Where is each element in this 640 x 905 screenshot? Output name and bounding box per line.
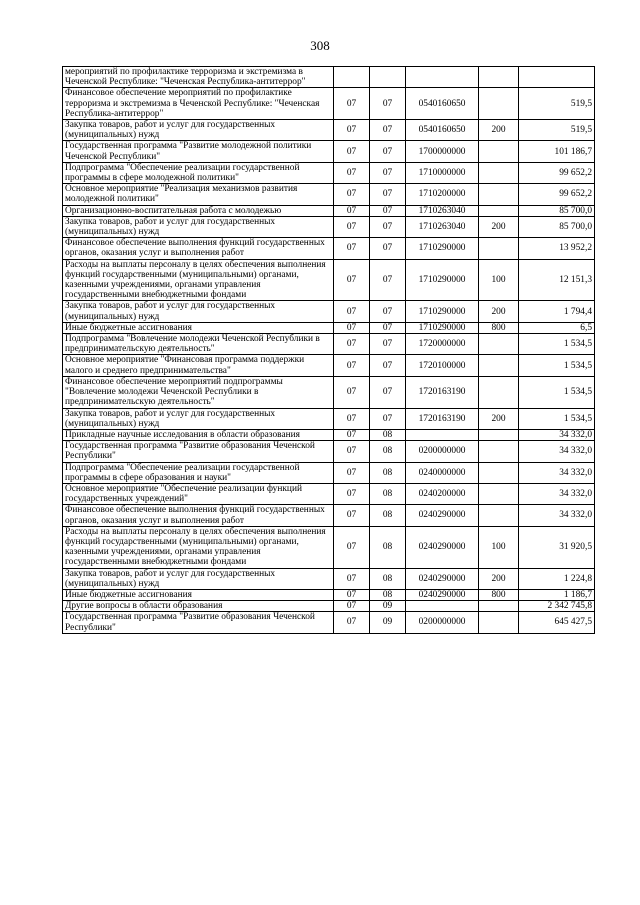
row-section-cell: 07	[334, 334, 370, 355]
row-subsection-cell: 07	[370, 141, 406, 162]
row-expense-type-cell: 200	[479, 120, 519, 141]
row-subsection-cell: 07	[370, 88, 406, 120]
row-section-cell: 07	[334, 462, 370, 483]
row-subsection-cell: 08	[370, 483, 406, 504]
table-row	[63, 568, 595, 589]
row-expense-type-cell	[479, 441, 519, 462]
row-expense-type-cell: 200	[479, 301, 519, 322]
row-subsection-cell: 07	[370, 322, 406, 333]
row-subsection-cell: 08	[370, 462, 406, 483]
row-amount-cell: 13 952,2	[519, 238, 595, 259]
table-row	[63, 88, 595, 120]
table-row	[63, 67, 595, 88]
table-row	[63, 408, 595, 429]
table-row	[63, 612, 595, 633]
row-name-cell: Финансовое обеспечение мероприятий по профилактике терроризма и экстремизма в Чеченской Республике: "Чеченская Республика-антитеррор"	[63, 88, 334, 120]
row-name-cell: Другие вопросы в области образования	[63, 601, 334, 612]
row-amount-cell: 1 534,5	[519, 355, 595, 376]
row-expense-type-cell	[479, 88, 519, 120]
row-name-cell: Основное мероприятие "Реализация механизмов развития молодежной политики"	[63, 184, 334, 205]
row-section-cell: 07	[334, 505, 370, 526]
row-section-cell: 07	[334, 120, 370, 141]
row-subsection-cell: 07	[370, 376, 406, 408]
row-amount-cell: 34 332,0	[519, 441, 595, 462]
table-row	[63, 376, 595, 408]
row-subsection-cell: 07	[370, 238, 406, 259]
row-amount-cell: 6,5	[519, 322, 595, 333]
row-target-article-cell: 0200000000	[406, 441, 479, 462]
budget-table-body	[63, 67, 595, 634]
row-expense-type-cell: 100	[479, 526, 519, 568]
row-expense-type-cell: 200	[479, 568, 519, 589]
row-target-article-cell: 1720163190	[406, 376, 479, 408]
row-name-cell: Расходы на выплаты персоналу в целях обеспечения выполнения функций государственными (муниципальными) органами, казенными учреждениями, органами управления государственными внебюджетными фондами	[63, 526, 334, 568]
row-subsection-cell: 07	[370, 120, 406, 141]
row-name-cell: Организационно-воспитательная работа с молодежью	[63, 205, 334, 216]
row-amount-cell: 1 794,4	[519, 301, 595, 322]
row-subsection-cell: 07	[370, 205, 406, 216]
row-subsection-cell: 08	[370, 441, 406, 462]
row-expense-type-cell: 800	[479, 589, 519, 600]
table-row	[63, 322, 595, 333]
row-section-cell: 07	[334, 526, 370, 568]
row-section-cell: 07	[334, 376, 370, 408]
table-row	[63, 162, 595, 183]
row-amount-cell: 85 700,0	[519, 216, 595, 237]
row-subsection-cell: 08	[370, 589, 406, 600]
table-row	[63, 429, 595, 440]
row-subsection-cell: 07	[370, 355, 406, 376]
row-section-cell: 07	[334, 184, 370, 205]
row-amount-cell: 34 332,0	[519, 505, 595, 526]
row-expense-type-cell	[479, 483, 519, 504]
row-amount-cell: 519,5	[519, 88, 595, 120]
row-name-cell: Подпрограмма "Вовлечение молодежи Чеченской Республики в предпринимательскую деятельность"	[63, 334, 334, 355]
row-section-cell: 07	[334, 205, 370, 216]
row-amount-cell: 12 151,3	[519, 259, 595, 301]
table-row	[63, 505, 595, 526]
row-name-cell: Подпрограмма "Обеспечение реализации государственной программы в сфере образования и науки"	[63, 462, 334, 483]
row-target-article-cell: 0240200000	[406, 483, 479, 504]
row-section-cell: 07	[334, 162, 370, 183]
table-row	[63, 120, 595, 141]
row-target-article-cell: 1710200000	[406, 184, 479, 205]
row-section-cell: 07	[334, 429, 370, 440]
row-name-cell: Финансовое обеспечение выполнения функций государственных органов, оказания услуг и выполнения работ	[63, 505, 334, 526]
row-name-cell: Государственная программа "Развитие молодежной политики Чеченской Республики"	[63, 141, 334, 162]
row-target-article-cell: 0240290000	[406, 526, 479, 568]
row-section-cell: 07	[334, 259, 370, 301]
row-subsection-cell: 07	[370, 301, 406, 322]
row-subsection-cell: 08	[370, 568, 406, 589]
row-amount-cell: 1 534,5	[519, 376, 595, 408]
row-target-article-cell: 1710263040	[406, 205, 479, 216]
row-name-cell: Подпрограмма "Обеспечение реализации государственной программы в сфере молодежной политики"	[63, 162, 334, 183]
table-row	[63, 184, 595, 205]
row-expense-type-cell	[479, 505, 519, 526]
row-target-article-cell: 1700000000	[406, 141, 479, 162]
row-name-cell: Закупка товаров, работ и услуг для государственных (муниципальных) нужд	[63, 408, 334, 429]
table-row	[63, 259, 595, 301]
row-section-cell: 07	[334, 601, 370, 612]
row-name-cell: Государственная программа "Развитие образования Чеченской Республики"	[63, 612, 334, 633]
row-subsection-cell: 08	[370, 526, 406, 568]
row-name-cell: Расходы на выплаты персоналу в целях обеспечения выполнения функций государственными (муниципальными) органами, казенными учреждениями, органами управления государственными внебюджетными фондами	[63, 259, 334, 301]
row-name-cell: Иные бюджетные ассигнования	[63, 589, 334, 600]
row-name-cell: Финансовое обеспечение выполнения функций государственных органов, оказания услуг и выполнения работ	[63, 238, 334, 259]
row-subsection-cell: 07	[370, 216, 406, 237]
table-row	[63, 589, 595, 600]
table-row	[63, 462, 595, 483]
row-amount-cell: 1 534,5	[519, 408, 595, 429]
row-amount-cell: 1 186,7	[519, 589, 595, 600]
row-section-cell: 07	[334, 238, 370, 259]
row-target-article-cell: 1710000000	[406, 162, 479, 183]
row-target-article-cell	[406, 429, 479, 440]
row-target-article-cell: 0540160650	[406, 88, 479, 120]
row-expense-type-cell: 200	[479, 408, 519, 429]
row-section-cell: 07	[334, 216, 370, 237]
table-row	[63, 526, 595, 568]
row-expense-type-cell	[479, 205, 519, 216]
row-amount-cell: 85 700,0	[519, 205, 595, 216]
budget-table	[62, 66, 595, 634]
table-row	[63, 238, 595, 259]
row-target-article-cell: 1710290000	[406, 238, 479, 259]
row-name-cell: мероприятий по профилактике терроризма и экстремизма в Чеченской Республике: "Чеченская Республика-антитеррор"	[63, 67, 334, 88]
row-name-cell: Финансовое обеспечение мероприятий подпрограммы "Вовлечение молодежи Чеченской Республики в предпринимательскую деятельность"	[63, 376, 334, 408]
row-target-article-cell: 0200000000	[406, 612, 479, 633]
row-expense-type-cell	[479, 238, 519, 259]
row-expense-type-cell: 800	[479, 322, 519, 333]
row-section-cell: 07	[334, 408, 370, 429]
row-expense-type-cell	[479, 462, 519, 483]
row-amount-cell: 34 332,0	[519, 483, 595, 504]
row-name-cell: Закупка товаров, работ и услуг для государственных (муниципальных) нужд	[63, 568, 334, 589]
row-target-article-cell: 1720100000	[406, 355, 479, 376]
row-name-cell: Основное мероприятие "Обеспечение реализации функций государственных учреждений"	[63, 483, 334, 504]
row-section-cell	[334, 67, 370, 88]
row-target-article-cell	[406, 67, 479, 88]
row-target-article-cell: 1720000000	[406, 334, 479, 355]
row-expense-type-cell	[479, 355, 519, 376]
row-target-article-cell: 1710290000	[406, 322, 479, 333]
row-subsection-cell: 07	[370, 334, 406, 355]
row-amount-cell: 519,5	[519, 120, 595, 141]
table-row	[63, 355, 595, 376]
row-amount-cell: 34 332,0	[519, 462, 595, 483]
row-subsection-cell: 07	[370, 162, 406, 183]
row-amount-cell: 34 332,0	[519, 429, 595, 440]
row-section-cell: 07	[334, 301, 370, 322]
row-subsection-cell	[370, 67, 406, 88]
table-row	[63, 141, 595, 162]
row-expense-type-cell	[479, 612, 519, 633]
row-section-cell: 07	[334, 88, 370, 120]
row-section-cell: 07	[334, 483, 370, 504]
page-number: 308	[310, 38, 330, 53]
row-amount-cell: 101 186,7	[519, 141, 595, 162]
row-expense-type-cell	[479, 334, 519, 355]
table-row	[63, 441, 595, 462]
row-section-cell: 07	[334, 355, 370, 376]
row-subsection-cell: 07	[370, 408, 406, 429]
row-name-cell: Закупка товаров, работ и услуг для государственных (муниципальных) нужд	[63, 120, 334, 141]
row-expense-type-cell	[479, 141, 519, 162]
row-target-article-cell: 0540160650	[406, 120, 479, 141]
row-section-cell: 07	[334, 568, 370, 589]
row-expense-type-cell: 200	[479, 216, 519, 237]
row-section-cell: 07	[334, 612, 370, 633]
row-target-article-cell: 0240290000	[406, 589, 479, 600]
row-name-cell: Закупка товаров, работ и услуг для государственных (муниципальных) нужд	[63, 216, 334, 237]
row-amount-cell: 99 652,2	[519, 184, 595, 205]
row-name-cell: Основное мероприятие "Финансовая программа поддержки малого и среднего предпринимательства"	[63, 355, 334, 376]
table-row	[63, 205, 595, 216]
row-name-cell: Государственная программа "Развитие образования Чеченской Республики"	[63, 441, 334, 462]
row-subsection-cell: 07	[370, 184, 406, 205]
row-target-article-cell: 1720163190	[406, 408, 479, 429]
row-section-cell: 07	[334, 589, 370, 600]
row-amount-cell: 2 342 745,8	[519, 601, 595, 612]
row-section-cell: 07	[334, 322, 370, 333]
row-amount-cell: 31 920,5	[519, 526, 595, 568]
row-target-article-cell: 1710263040	[406, 216, 479, 237]
row-expense-type-cell	[479, 429, 519, 440]
row-expense-type-cell	[479, 184, 519, 205]
table-row	[63, 334, 595, 355]
row-subsection-cell: 09	[370, 612, 406, 633]
row-subsection-cell: 07	[370, 259, 406, 301]
row-section-cell: 07	[334, 141, 370, 162]
table-row	[63, 601, 595, 612]
row-target-article-cell: 1710290000	[406, 301, 479, 322]
row-amount-cell	[519, 67, 595, 88]
row-target-article-cell: 0240290000	[406, 505, 479, 526]
row-name-cell: Иные бюджетные ассигнования	[63, 322, 334, 333]
table-row	[63, 301, 595, 322]
row-name-cell: Закупка товаров, работ и услуг для государственных (муниципальных) нужд	[63, 301, 334, 322]
row-expense-type-cell: 100	[479, 259, 519, 301]
row-subsection-cell: 08	[370, 505, 406, 526]
row-amount-cell: 99 652,2	[519, 162, 595, 183]
row-expense-type-cell	[479, 601, 519, 612]
row-target-article-cell: 0240000000	[406, 462, 479, 483]
row-expense-type-cell	[479, 162, 519, 183]
row-subsection-cell: 08	[370, 429, 406, 440]
table-row	[63, 216, 595, 237]
row-target-article-cell	[406, 601, 479, 612]
row-section-cell: 07	[334, 441, 370, 462]
row-expense-type-cell	[479, 67, 519, 88]
row-amount-cell: 645 427,5	[519, 612, 595, 633]
row-amount-cell: 1 534,5	[519, 334, 595, 355]
row-expense-type-cell	[479, 376, 519, 408]
table-row	[63, 483, 595, 504]
row-name-cell: Прикладные научные исследования в области образования	[63, 429, 334, 440]
row-target-article-cell: 1710290000	[406, 259, 479, 301]
row-subsection-cell: 09	[370, 601, 406, 612]
row-amount-cell: 1 224,8	[519, 568, 595, 589]
row-target-article-cell: 0240290000	[406, 568, 479, 589]
